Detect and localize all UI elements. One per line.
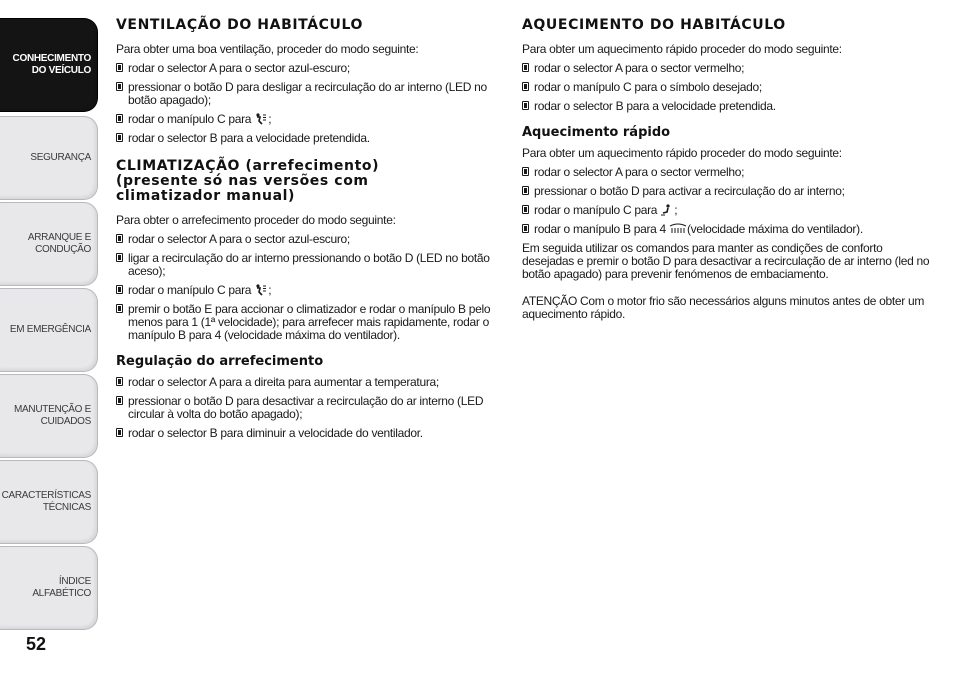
list-item	[522, 62, 932, 75]
tab-arranque-e-conducao[interactable]	[0, 202, 98, 286]
intro-ventilacao: Para obter uma boa ventilação, proceder do modo seguinte:	[116, 42, 419, 56]
section-title-climatizacao-3: climatizador manual)	[116, 188, 296, 204]
list-item	[116, 427, 496, 440]
list-item-text: premir o botão E para accionar o climatizador e rodar o manípulo B pelo menos para 1 (1ª velocidade); para arrefecer mais rapidamente, rodar o manípulo B para 4 (velocidade máxima do ventilador).	[128, 302, 491, 342]
intro-aquecimento: Para obter um aquecimento rápido proceder do modo seguinte:	[522, 42, 842, 56]
list-item-text: ligar a recirculação do ar interno pressionando o botão D (LED no botão aceso);	[128, 251, 490, 278]
list-item	[522, 185, 932, 198]
tab-indice-alfabetico[interactable]	[0, 546, 98, 630]
checkbox-bullet-icon	[116, 133, 123, 142]
checkbox-bullet-icon	[116, 396, 123, 405]
intro-climatizacao: Para obter o arrefecimento proceder do modo seguinte:	[116, 213, 396, 227]
list-item	[522, 81, 932, 94]
right-column	[522, 18, 932, 327]
list-item	[116, 303, 496, 342]
list-item-text: rodar o selector A para o sector vermelho;	[534, 165, 745, 179]
list-item-text: pressionar o botão D para desligar a recirculação do ar interno (LED no botão apagado);	[128, 80, 487, 107]
section-title-ventilacao: VENTILAÇÃO DO HABITÁCULO	[116, 17, 364, 33]
section-title-climatizacao-1: CLIMATIZAÇÃO (arrefecimento)	[116, 158, 380, 174]
chapter-sidebar	[0, 0, 100, 686]
paragraph-atencao: ATENÇÃO Com o motor frio são necessários alguns minutos antes de obter um aquecimento rápido.	[522, 294, 925, 321]
list-item	[116, 132, 496, 145]
list-item-text: rodar o selector B para a velocidade pretendida.	[534, 99, 776, 113]
fan-max-icon	[669, 223, 687, 235]
checkbox-bullet-icon	[522, 186, 529, 195]
list-item-text: rodar o manípulo C para o símbolo desejado;	[534, 80, 762, 94]
checkbox-bullet-icon	[116, 428, 123, 437]
left-column	[116, 18, 496, 446]
list-item	[116, 252, 496, 278]
list-item-text: rodar o selector A para o sector azul-escuro;	[128, 232, 350, 246]
checkbox-bullet-icon	[116, 114, 123, 123]
vent-face-icon	[254, 284, 268, 296]
list-item-text: rodar o selector A para a direita para aumentar a temperatura;	[128, 375, 439, 389]
list-item-text: rodar o selector A para o sector azul-escuro;	[128, 61, 350, 75]
tab-manutencao-e-cuidados[interactable]	[0, 374, 98, 458]
list-item-text: rodar o selector B para diminuir a velocidade do ventilador.	[128, 426, 423, 440]
tab-label: MANUTENÇÃO E CUIDADOS	[14, 404, 91, 427]
subtitle-aquecimento-rapido: Aquecimento rápido	[522, 125, 671, 140]
feet-heat-icon	[660, 204, 674, 216]
tab-label: CARACTERÍSTICAS TÉCNICAS	[1, 490, 91, 513]
tab-label: EM EMERGÊNCIA	[9, 324, 91, 335]
tab-label: ÍNDICE ALFABÉTICO	[32, 576, 91, 599]
list-item-text: rodar o manípulo C para	[128, 112, 252, 126]
tab-conhecimento-do-veiculo[interactable]	[0, 18, 98, 112]
semicolon: ;	[268, 283, 272, 297]
tab-seguranca[interactable]	[0, 116, 98, 200]
list-item-text: rodar o manípulo C para	[534, 203, 658, 217]
section-title-aquecimento: AQUECIMENTO DO HABITÁCULO	[522, 17, 786, 33]
semicolon: ;	[268, 112, 272, 126]
list-item-text: rodar o manípulo B para 4	[534, 222, 666, 236]
checkbox-bullet-icon	[116, 63, 123, 72]
paragraph-conforto: Em seguida utilizar os comandos para manter as condições de conforto desejadas e premir o botão D para desactivar a recirculação de ar interno (led no botão apagado) para prevenir fenómenos de embaciamento.	[522, 241, 930, 281]
intro-aquecimento-rapido: Para obter um aquecimento rápido proceder do modo seguinte:	[522, 146, 842, 160]
checkbox-bullet-icon	[522, 205, 529, 214]
checkbox-bullet-icon	[116, 253, 123, 262]
vent-face-icon	[254, 113, 268, 125]
tab-label: CONHECIMENTO DO VEÍCULO	[12, 53, 91, 76]
list-item	[116, 376, 496, 389]
list-item	[522, 204, 932, 217]
tab-em-emergencia[interactable]	[0, 288, 98, 372]
tab-caracteristicas-tecnicas[interactable]	[0, 460, 98, 544]
list-item-text: pressionar o botão D para activar a recirculação do ar interno;	[534, 184, 845, 198]
list-item	[116, 81, 496, 107]
tab-label: ARRANQUE E CONDUÇÃO	[27, 232, 91, 255]
checkbox-bullet-icon	[522, 82, 529, 91]
checkbox-bullet-icon	[116, 234, 123, 243]
section-title-climatizacao-2: (presente só nas versões com	[116, 173, 369, 189]
checkbox-bullet-icon	[116, 377, 123, 386]
list-item-text: rodar o selector B para a velocidade pretendida.	[128, 131, 370, 145]
list-item	[522, 166, 932, 179]
list-item-text: rodar o manípulo C para	[128, 283, 252, 297]
list-item	[116, 233, 496, 246]
list-item-text-cont: (velocidade máxima do ventilador).	[686, 222, 863, 236]
checkbox-bullet-icon	[116, 82, 123, 91]
list-item	[522, 100, 932, 113]
list-item	[116, 284, 496, 297]
checkbox-bullet-icon	[522, 224, 529, 233]
list-item	[116, 62, 496, 75]
semicolon: ;	[674, 203, 678, 217]
list-item-text: pressionar o botão D para desactivar a recirculação do ar interno (LED circular à volta do botão apagado);	[128, 394, 484, 421]
list-item	[522, 223, 932, 236]
checkbox-bullet-icon	[116, 304, 123, 313]
tab-label: SEGURANÇA	[30, 152, 91, 163]
checkbox-bullet-icon	[522, 63, 529, 72]
list-item-text: rodar o selector A para o sector vermelho;	[534, 61, 745, 75]
page-number: 52	[26, 634, 47, 654]
checkbox-bullet-icon	[116, 285, 123, 294]
list-item	[116, 113, 496, 126]
checkbox-bullet-icon	[522, 101, 529, 110]
subtitle-regulacao: Regulação do arrefecimento	[116, 354, 324, 369]
list-item	[116, 395, 496, 421]
checkbox-bullet-icon	[522, 167, 529, 176]
